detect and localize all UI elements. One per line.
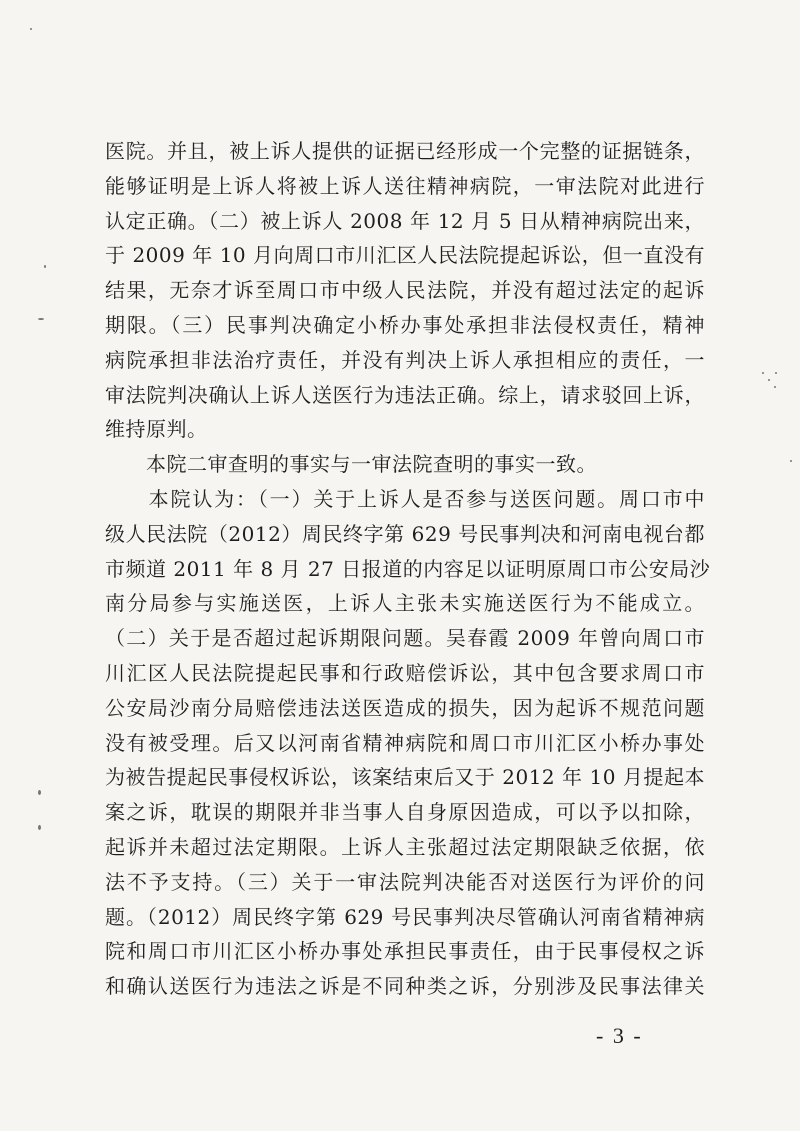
scan-speck (38, 790, 41, 795)
scan-speck (762, 372, 764, 374)
text-line: 川汇区人民法院提起民事和行政赔偿诉讼，其中包含要求周口市 (105, 660, 705, 685)
scan-speck (30, 28, 32, 30)
scan-speck (774, 386, 776, 388)
text-line: 能够证明是上诉人将被上诉人送往精神病院，一审法院对此进行 (105, 173, 705, 198)
text-line: （二）关于是否超过起诉期限问题。吴春霞 2009 年曾向周口市 (105, 626, 705, 651)
text-line: 医院。并且，被上诉人提供的证据已经形成一个完整的证据链条， (105, 139, 705, 163)
scan-speck (775, 372, 777, 374)
body-text (105, 134, 711, 1004)
text-line: 公安局沙南分局赔偿违法送医造成的损失，因为起诉不规范问题 (105, 695, 705, 720)
text-line: 没有被受理。后又以河南省精神病院和周口市川汇区小桥办事处 (105, 730, 705, 755)
text-line: 病院承担非法治疗责任，并没有判决上诉人承担相应的责任，一 (105, 347, 705, 372)
text-line: 维持原判。 (105, 417, 208, 442)
text-line: 级人民法院（2012）周民终字第 629 号民事判决和河南电视台都 (105, 521, 705, 546)
page-number: - 3 - (596, 1023, 643, 1048)
text-line: 院和周口市川汇区小桥办事处承担民事责任，由于民事侵权之诉 (105, 939, 705, 964)
text-line: 案之诉，耽误的期限并非当事人自身原因造成，可以予以扣除， (105, 800, 705, 825)
scan-speck (38, 318, 44, 320)
text-line: 题。（2012）周民终字第 629 号民事判决尽管确认河南省精神病 (105, 904, 705, 929)
text-line: 期限。（三）民事判决确定小桥办事处承担非法侵权责任，精神 (105, 312, 705, 337)
text-line: 南分局参与实施送医，上诉人主张未实施送医行为不能成立。 (105, 591, 705, 616)
scan-speck (790, 460, 792, 462)
scan-speck (44, 265, 46, 268)
text-line: 于 2009 年 10 月向周口市川汇区人民法院提起诉讼，但一直没有 (105, 243, 705, 268)
scan-speck (768, 379, 770, 381)
text-line: 起诉并未超过法定期限。上诉人主张超过法定期限缺乏依据，依 (105, 834, 705, 859)
scan-speck (38, 825, 41, 830)
text-line: 结果，无奈才诉至周口市中级人民法院，并没有超过法定的起诉 (105, 278, 705, 303)
text-line: 市频道 2011 年 8 月 27 日报道的内容足以证明原周口市公安局沙 (105, 556, 711, 581)
text-line: 认定正确。（二）被上诉人 2008 年 12 月 5 日从精神病院出来， (105, 208, 705, 233)
text-line: 和确认送医行为违法之诉是不同种类之诉，分别涉及民事法律关 (105, 974, 705, 999)
text-line: 为被告提起民事侵权诉讼，该案结束后又于 2012 年 10 月提起本 (105, 765, 705, 790)
text-line: 本院二审查明的事实与一审法院查明的事实一致。 (105, 452, 597, 477)
text-line: 本院认为：（一）关于上诉人是否参与送医问题。周口市中 (105, 486, 705, 511)
text-line: 法不予支持。（三）关于一审法院判决能否对送医行为评价的问 (105, 869, 705, 894)
text-line: 审法院判决确认上诉人送医行为违法正确。综上，请求驳回上诉， (105, 382, 705, 407)
